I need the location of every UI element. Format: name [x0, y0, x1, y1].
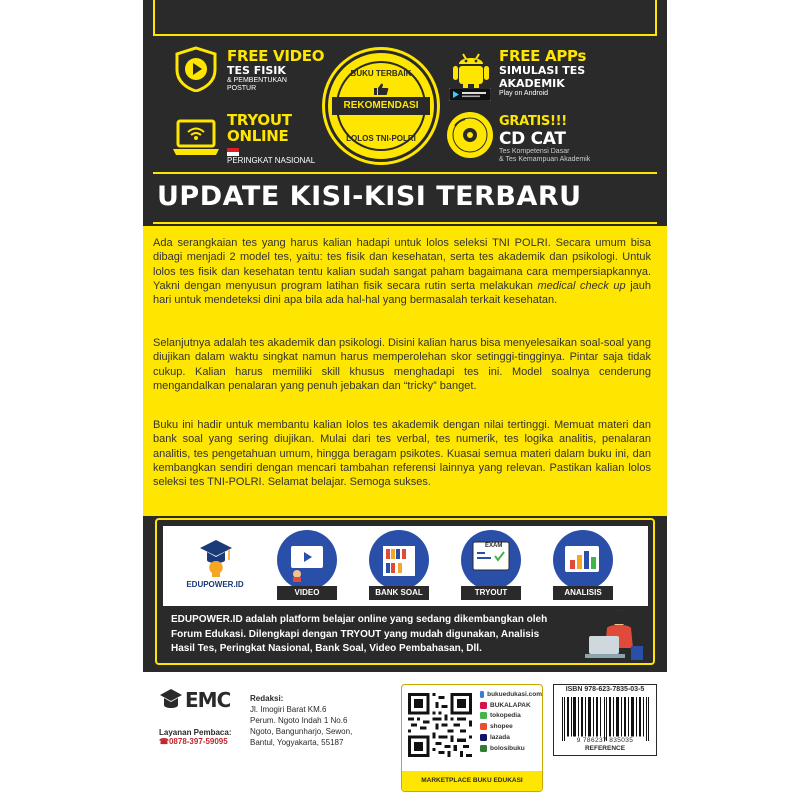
feature-title: FREE VIDEO	[227, 47, 325, 65]
editorial-address	[250, 693, 378, 748]
emc-logo	[159, 686, 239, 722]
barcode-icon	[560, 697, 650, 741]
feature-line: & PEMBENTUKAN	[227, 77, 287, 84]
store-icon	[480, 745, 487, 752]
isbn-barcode-box	[553, 684, 657, 756]
tile-label: VIDEO	[277, 586, 337, 600]
feature-line: AKADEMIK	[499, 77, 565, 90]
marketplace-item[interactable]	[480, 721, 542, 732]
headline: UPDATE KISI-KISI TERBARU	[157, 181, 582, 212]
tile-tryout	[455, 530, 527, 602]
feature-line: PERINGKAT NASIONAL	[227, 156, 316, 165]
tile-label: ANALISIS	[553, 586, 613, 600]
feature-line: SIMULASI TES	[499, 64, 586, 77]
badge-top-text: BUKU TERBAIK	[350, 69, 412, 78]
lightbulb-icon	[205, 560, 227, 580]
address-line: Jl. Imogiri Barat KM.6	[250, 705, 327, 714]
store-icon	[480, 723, 487, 730]
marketplace-list	[480, 689, 542, 754]
paragraph-1-b: jauh hari untuk mendeteksi dini apa bila ada hal-hal yang bermasalah terkait kesehatan.	[153, 279, 651, 307]
marketplace-item[interactable]	[480, 689, 542, 700]
feature-free-apps	[499, 48, 649, 98]
edupower-logo-name: EDUPOWER.ID	[186, 580, 244, 589]
feature-title: CD CAT	[499, 129, 566, 149]
marketplace-box	[401, 684, 543, 792]
marketplace-name: bolosibuku	[490, 744, 525, 752]
tile-label: TRYOUT	[461, 586, 521, 600]
reader-service	[159, 728, 247, 746]
recommendation-badge	[325, 50, 437, 162]
address-line: Ngoto, Bangunharjo, Sewon,	[250, 727, 353, 736]
shield-play-icon	[173, 46, 219, 92]
address-line: Bantul, Yogyakarta, 55187	[250, 738, 344, 747]
feature-title: GRATIS!!!	[499, 114, 567, 129]
tile-video	[271, 530, 343, 602]
marketplace-footer: MARKETPLACE BUKU EDUKASI	[402, 771, 542, 791]
divider-bottom	[153, 222, 657, 224]
feature-line: Play on Android	[499, 90, 549, 97]
feature-title: TRYOUT	[227, 111, 292, 129]
marketplace-item[interactable]	[480, 700, 542, 711]
address-line: Perum. Ngoto Indah 1 No.6	[250, 716, 348, 725]
feature-tryout	[227, 112, 337, 144]
marketplace-name: shopee	[490, 723, 513, 731]
store-icon	[480, 734, 487, 741]
marketplace-item[interactable]	[480, 732, 542, 743]
android-icon	[451, 48, 491, 92]
barcode-digits: 9 786237 835035	[576, 737, 634, 744]
laptop-wifi-icon	[171, 118, 221, 158]
divider-top	[153, 172, 657, 174]
feature-cd-cat	[499, 114, 649, 164]
top-frame	[153, 0, 657, 36]
exam-screen-label: EXAM	[485, 543, 503, 549]
marketplace-name: lazada	[490, 734, 510, 742]
student-laptop-icon	[575, 606, 649, 664]
marketplace-name: bukuedukasi.com	[487, 690, 542, 698]
video-lesson-icon	[285, 542, 329, 582]
store-icon	[480, 691, 484, 698]
feature-free-video	[227, 48, 337, 93]
marketplace-item[interactable]	[480, 711, 542, 722]
feature-tryout-sub	[227, 157, 337, 165]
google-play-badge-icon	[449, 88, 491, 101]
isbn-label: ISBN 978-623-7835-03-5	[565, 686, 645, 693]
cd-disc-icon	[445, 110, 495, 160]
isbn-category: REFERENCE	[584, 745, 626, 752]
editorial-label: Redaksi:	[250, 694, 284, 703]
emc-logo-text: EMC	[185, 688, 231, 712]
indonesia-flag-icon	[227, 148, 239, 156]
edupower-logo	[169, 532, 261, 604]
paragraph-1-emphasis: medical check up	[537, 279, 626, 292]
publisher-footer	[143, 672, 667, 800]
paragraph-1	[153, 236, 651, 307]
badge-bottom-text: LOLOS TNI-POLRI	[346, 134, 416, 143]
feature-title: ONLINE	[227, 127, 289, 145]
paragraph-3: Buku ini hadir untuk membantu kalian lolos tes akademik dengan nilai tertinggi. Memuat materi dan bank soal yang sering diujikan. Mulai dari tes verbal, tes numerik, tes logika analitis, penalaran analitis, tes pengetahuan umum, hingga beragam psikotes. Kuasai semua materi dalam buku ini, dan kembangkan sendiri dengan mencari tambahan referensi lainnya yang relevan. Pastikan kalian lolos seleksi tes TNI-POLRI. Selamat belajar. Semoga sukses.	[153, 419, 651, 489]
qr-code-icon	[408, 691, 472, 759]
bookshelf-icon	[377, 540, 421, 584]
feature-title: FREE APPs	[499, 47, 587, 65]
feature-line: & Tes Kemampuan Akademik	[499, 156, 591, 163]
store-icon	[480, 712, 487, 719]
emc-mark-icon	[159, 688, 183, 710]
badge-plate: REKOMENDASI	[332, 97, 430, 115]
book-back-cover	[143, 0, 667, 800]
edupower-strip	[163, 526, 648, 606]
store-icon	[480, 702, 487, 709]
marketplace-item[interactable]	[480, 743, 542, 754]
edupower-panel	[155, 518, 655, 665]
edupower-description: EDUPOWER.ID adalah platform belajar online yang sedang dikembangkan oleh Forum Edukasi. Dilengkapi dengan TRYOUT yang mudah digunakan, Analisis Hasil Tes, Peringkat Nasional, Bank Soal, Video Pembahasan, Dll.	[171, 614, 548, 654]
tile-bank-soal	[363, 530, 435, 602]
reader-service-label: Layanan Pembaca:	[159, 728, 232, 737]
description-panel	[143, 226, 667, 516]
thumbs-up-icon	[372, 83, 390, 95]
marketplace-name: BUKALAPAK	[490, 701, 531, 709]
feature-line: Tes Kompetensi Dasar	[499, 148, 570, 155]
paragraph-1-a: Ada serangkaian tes yang harus kalian hadapi untuk lolos seleksi TNI POLRI. Secara umum bisa dibagi menjadi 2 model tes, yaitu: tes fisik dan kesehatan, serta tes akademik dan psikologi. Untuk lolos tes fisik dan kesehatan tentu kalian sudah sangat paham bagaimana cara mempersiapkannya. Yakni dengan menyusun program latihan fisik secara rutin serta melakukan	[153, 237, 651, 292]
tile-label: BANK SOAL	[369, 586, 429, 600]
reader-service-phone: ☎0878-397-59095	[159, 737, 228, 746]
feature-line: TES FISIK	[227, 64, 286, 77]
tile-analisis	[547, 530, 619, 602]
paragraph-2: Selanjutnya adalah tes akademik dan psikologi. Disini kalian harus bisa menyelesaikan soal-soal yang diujikan dalam waktu singkat namun harus memperolehan skor setinggi-tingginya. Pintar saja tidak cukup. Kalian harus memiliki skill khusus menghadapi tes ini. Model soalnya cenderung mengandalkan penalaran yang penuh jebakan dan “tricky” banget.	[153, 337, 651, 392]
marketplace-name: tokopedia	[490, 712, 521, 720]
analysis-chart-icon	[559, 540, 607, 584]
feature-line: POSTUR	[227, 85, 257, 92]
